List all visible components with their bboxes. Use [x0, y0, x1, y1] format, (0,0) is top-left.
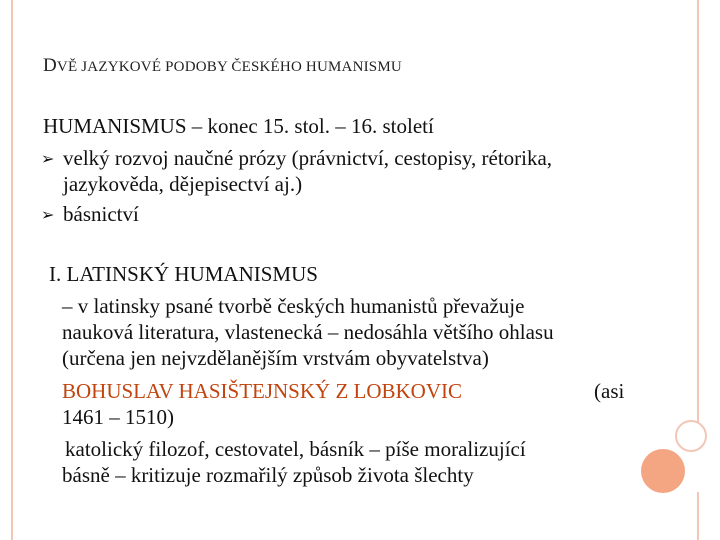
right-frame-line	[697, 0, 699, 430]
section-heading: I. LATINSKÝ HUMANISMUS	[49, 262, 318, 286]
bullet-1-line-2: jazykověda, dějepisectví aj.)	[63, 172, 303, 196]
right-frame-line-bottom	[697, 492, 699, 540]
arrow-bullet-icon: ➢	[41, 151, 55, 168]
decorative-dot	[641, 449, 685, 493]
bullet-2-line-1: básnictví	[63, 202, 139, 226]
arrow-bullet-icon: ➢	[41, 207, 55, 224]
slide-title	[43, 55, 663, 77]
slide-title-rest: VĚ JAZYKOVÉ PODOBY ČESKÉHO HUMANISMU	[56, 59, 402, 75]
section-line-3: (určena jen nejvzdělanějším vrstvám obyvatelstva)	[62, 346, 489, 370]
author-description-line-2: básně – kritizuje rozmařilý způsob života šlechty	[62, 463, 474, 487]
bullet-1-line-1: velký rozvoj naučné prózy (právnictví, cestopisy, rétorika,	[63, 146, 553, 170]
section-line-1: – v latinsky psané tvorbě českých humanistů převažuje	[62, 294, 525, 318]
section-line-2: nauková literatura, vlastenecká – nedosáhla většího ohlasu	[62, 320, 554, 344]
author-description-line-1: katolický filozof, cestovatel, básník – píše moralizující	[65, 437, 526, 461]
author-dates-end: 1461 – 1510)	[62, 405, 174, 429]
author-name: BOHUSLAV HASIŠTEJNSKÝ Z LOBKOVIC	[62, 379, 463, 403]
slide-title-initial: D	[43, 55, 57, 76]
left-frame-line	[11, 0, 13, 540]
author-dates-start: (asi	[594, 379, 625, 403]
decorative-ring	[675, 420, 707, 452]
intro-heading: HUMANISMUS – konec 15. stol. – 16. století	[43, 114, 434, 138]
